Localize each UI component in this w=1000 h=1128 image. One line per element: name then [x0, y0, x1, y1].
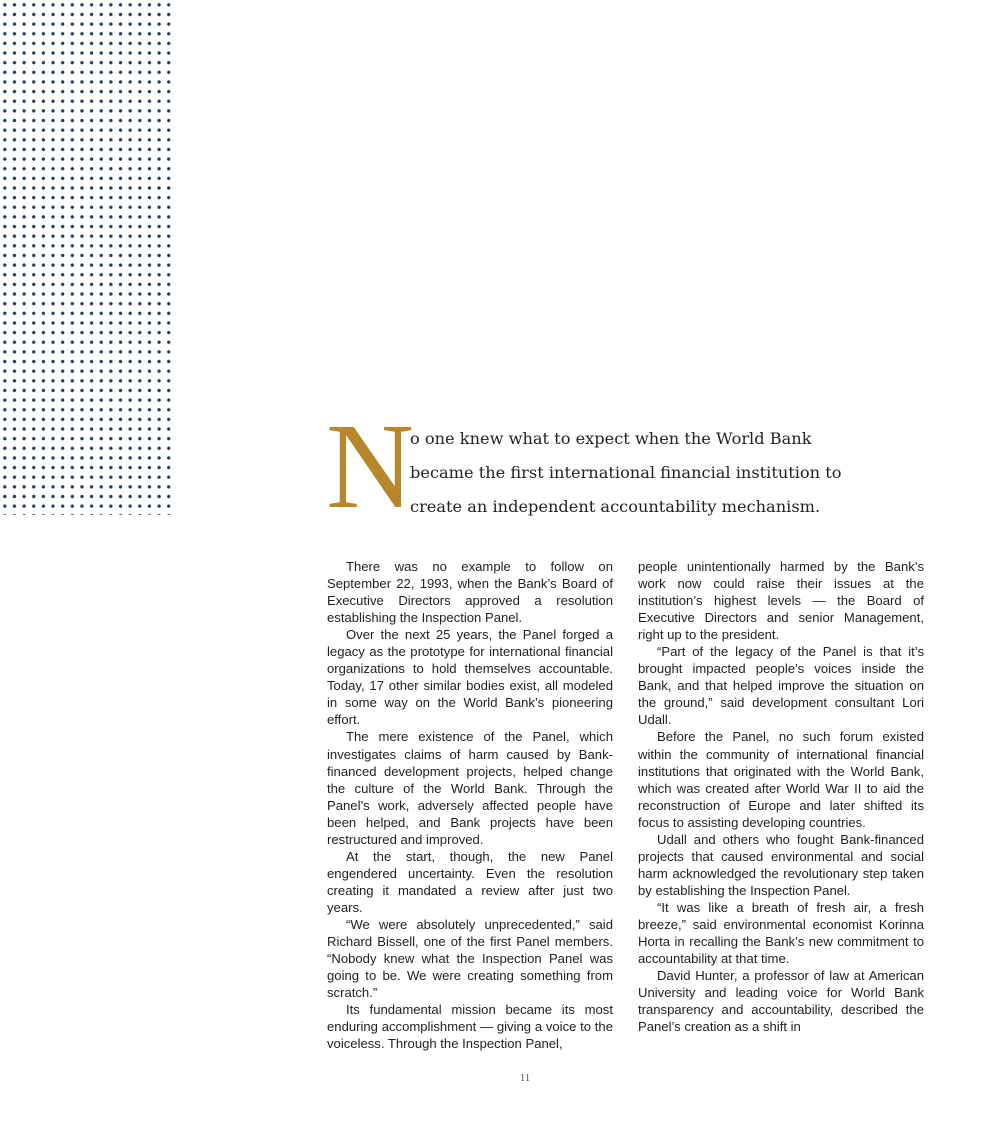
paragraph: Over the next 25 years, the Panel forged a legacy as the prototype for international financial organizations to hold themselves accountable. Today, 17 other similar bodies exist, all modeled in some way on the World Bank’s pioneering effort. [327, 627, 613, 728]
paragraph: Its fundamental mission became its most enduring accomplishment — giving a voice to the voiceless. Through the Inspection Panel, [327, 1002, 613, 1052]
lead-paragraph [326, 399, 886, 534]
paragraph: There was no example to follow on September 22, 1993, when the Bank’s Board of Executive Directors approved a resolution establishing the Inspection Panel. [327, 559, 613, 626]
lead-text: o one knew what to expect when the World Bank became the first international financial institution to create an independent accountability mechanism. [410, 429, 842, 516]
paragraph: “We were absolutely unprecedented,” said Richard Bissell, one of the first Panel members. “Nobody knew what the Inspection Panel was going to be. We were creating something from scratch.” [327, 916, 613, 1001]
paragraph: “Part of the legacy of the Panel is that it’s brought impacted people’s voices inside the Bank, and that helped improve the situation on the ground,” said development consultant Lori Udall. [638, 644, 924, 728]
body-column-left [327, 558, 613, 1052]
dot-pattern-decoration [0, 0, 175, 515]
paragraph: Udall and others who fought Bank-financed projects that caused environmental and social harm acknowledged the revolutionary step taken by establishing the Inspection Panel. [638, 831, 924, 898]
page-number: 11 [519, 1072, 531, 1084]
paragraph: David Hunter, a professor of law at American University and leading voice for World Bank transparency and accountability, described the Panel’s creation as a shift in [638, 968, 924, 1035]
paragraph: The mere existence of the Panel, which investigates claims of harm caused by Bank-financed development projects, helped change the culture of the World Bank. Through the Panel’s work, adversely affected people have been helped, and Bank projects have been restructured and improved. [327, 729, 613, 847]
paragraph: Before the Panel, no such forum existed within the community of international financial institutions that originated with the World Bank, which was created after World War II to aid the reconstruction of Europe and later shifted its focus to assisting developing countries. [638, 729, 924, 830]
paragraph: “It was like a breath of fresh air, a fresh breeze,” said environmental economist Korinna Horta in recalling the Bank’s new commitment to accountability at that time. [638, 899, 924, 967]
paragraph-continued: people unintentionally harmed by the Bank’s work now could raise their issues at the institution’s highest levels — the Board of Executive Directors and senior Management, right up to the president. [638, 559, 924, 643]
body-column-right [638, 558, 924, 1035]
drop-cap: N [326, 399, 415, 534]
paragraph: At the start, though, the new Panel engendered uncertainty. Even the resolution creating it mandated a review after just two years. [327, 848, 613, 915]
